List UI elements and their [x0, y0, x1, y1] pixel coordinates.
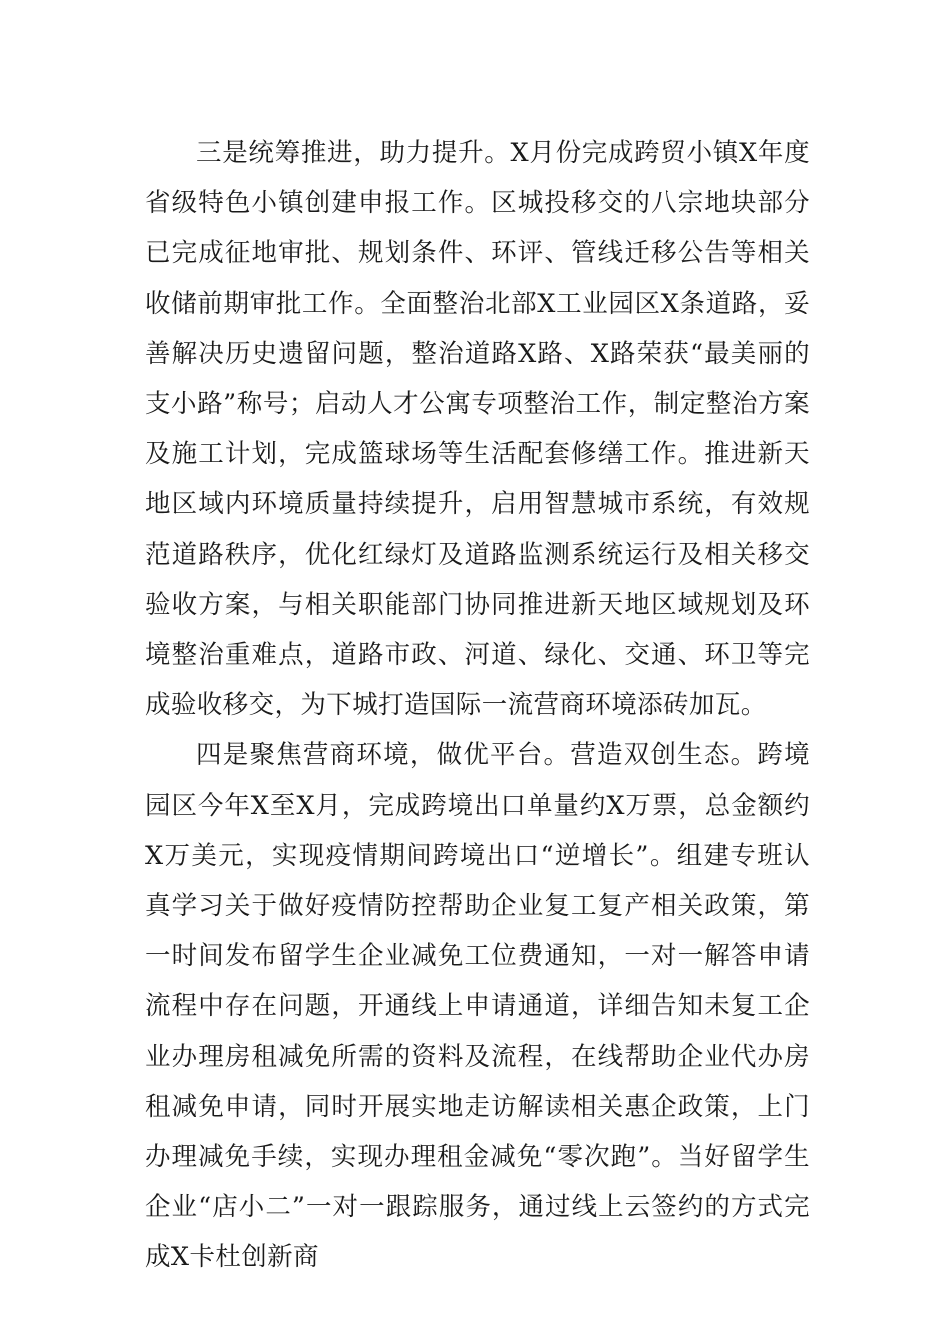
document-body: [145, 128, 810, 1283]
paragraph-1: 三是统筹推进，助力提升。X月份完成跨贸小镇X年度省级特色小镇创建申报工作。区城投移交的八宗地块部分已完成征地审批、规划条件、环评、管线迁移公告等相关收储前期审批工作。全面整治北部X工业园区X条道路，妥善解决历史遗留问题，整治道路X路、X路荣获“最美丽的支小路”称号；启动人才公寓专项整治工作，制定整治方案及施工计划，完成篮球场等生活配套修缮工作。推进新天地区域内环境质量持续提升，启用智慧城市系统，有效规范道路秩序，优化红绿灯及道路监测系统运行及相关移交验收方案，与相关职能部门协同推进新天地区域规划及环境整治重难点，道路市政、河道、绿化、交通、环卫等完成验收移交，为下城打造国际一流营商环境添砖加瓦。: [145, 138, 810, 721]
paragraph-2: 四是聚焦营商环境，做优平台。营造双创生态。跨境园区今年X至X月，完成跨境出口单量约X万票，总金额约X万美元，实现疫情期间跨境出口“逆增长”。组建专班认真学习关于做好疫情防控帮助企业复工复产相关政策，第一时间发布留学生企业减免工位费通知，一对一解答申请流程中存在问题，开通线上申请通道，详细告知未复工企业办理房租减免所需的资料及流程，在线帮助企业代办房租减免申请，同时开展实地走访解读相关惠企政策，上门办理减免手续，实现办理租金减免“零次跑”。当好留学生企业“店小二”一对一跟踪服务，通过线上云签约的方式完成X卡杜创新商: [145, 740, 810, 1273]
